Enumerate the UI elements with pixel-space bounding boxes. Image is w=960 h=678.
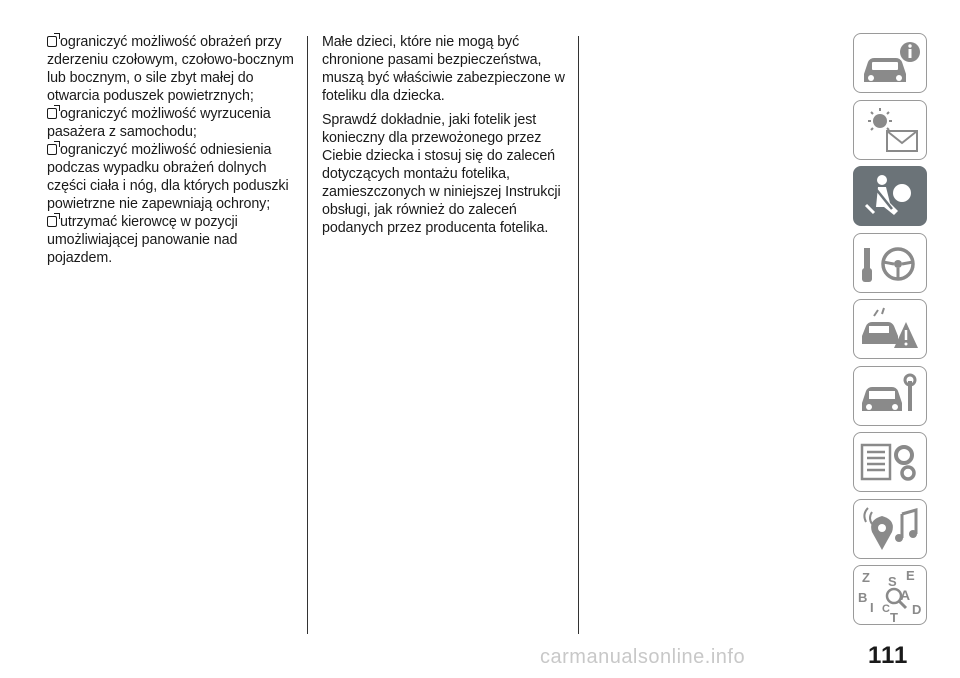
bullet-icon — [47, 108, 57, 119]
key-steering-wheel-icon — [854, 234, 926, 292]
svg-text:S: S — [888, 574, 897, 589]
svg-text:E: E — [906, 568, 915, 583]
list-item: utrzymać kierowcę w pozycji umożliwiającej panowanie nad pojazdem. — [47, 214, 238, 266]
svg-text:D: D — [912, 602, 922, 617]
list-gears-icon — [854, 433, 926, 491]
page-number: 111 — [868, 642, 909, 669]
list-item: ograniczyć możliwość wyrzucenia pasażera z samochodu; — [47, 106, 271, 140]
tab-alphabet-index[interactable] — [853, 565, 927, 625]
car-info-icon — [854, 34, 926, 92]
bullet-icon — [47, 216, 57, 227]
bullet-icon — [47, 144, 57, 155]
tab-list-gears[interactable] — [853, 432, 927, 492]
airbag-seatbelt-icon — [854, 167, 926, 225]
car-wrench-icon — [854, 367, 926, 425]
svg-text:A: A — [900, 587, 911, 603]
svg-text:B: B — [858, 590, 868, 605]
bullet-icon — [47, 36, 57, 47]
tab-airbag-seatbelt[interactable] — [853, 166, 927, 226]
watermark: carmanualsonline.info — [540, 646, 746, 668]
svg-text:Z: Z — [862, 570, 870, 585]
column-left — [47, 33, 302, 267]
tab-car-wrench[interactable] — [853, 366, 927, 426]
paragraph: Małe dzieci, które nie mogą być chronione pasami bezpieczeństwa, muszą być właściwie zabezpieczone w foteliku dla dziecka. — [322, 34, 565, 104]
list-item: ograniczyć możliwość odniesienia podczas wypadku obrażeń dolnych części ciała i nóg, dla których poduszki powietrzne nie zapewniają ochrony; — [47, 142, 289, 212]
tab-car-info[interactable] — [853, 33, 927, 93]
svg-text:C: C — [882, 603, 890, 615]
car-accident-warning-icon — [854, 300, 926, 358]
svg-text:I: I — [870, 600, 874, 615]
column-divider — [578, 36, 579, 634]
tab-key-steering[interactable] — [853, 233, 927, 293]
svg-text:T: T — [890, 610, 898, 624]
paragraph: Sprawdź dokładnie, jaki fotelik jest konieczny dla przewożonego przez Ciebie dziecka i stosuj się do zaleceń dotyczących montażu fotelika, zamieszczonych w niniejszej Instrukcji obsługi, jak również do zaleceń podanych przez producenta fotelika. — [322, 112, 561, 236]
column-middle — [322, 33, 572, 243]
tab-car-accident[interactable] — [853, 299, 927, 359]
list-item: ograniczyć możliwość obrażeń przy zderzeniu czołowym, czołowo-bocznym lub bocznym, o sile zbyt małej do otwarcia poduszek powietrznych; — [47, 34, 294, 104]
alphabet-index-icon — [854, 566, 926, 624]
lights-envelope-icon — [854, 101, 926, 159]
column-divider — [307, 36, 308, 634]
location-music-icon — [854, 500, 926, 558]
chapter-tabs — [853, 33, 933, 632]
tab-location-music[interactable] — [853, 499, 927, 559]
tab-lights-envelope[interactable] — [853, 100, 927, 160]
